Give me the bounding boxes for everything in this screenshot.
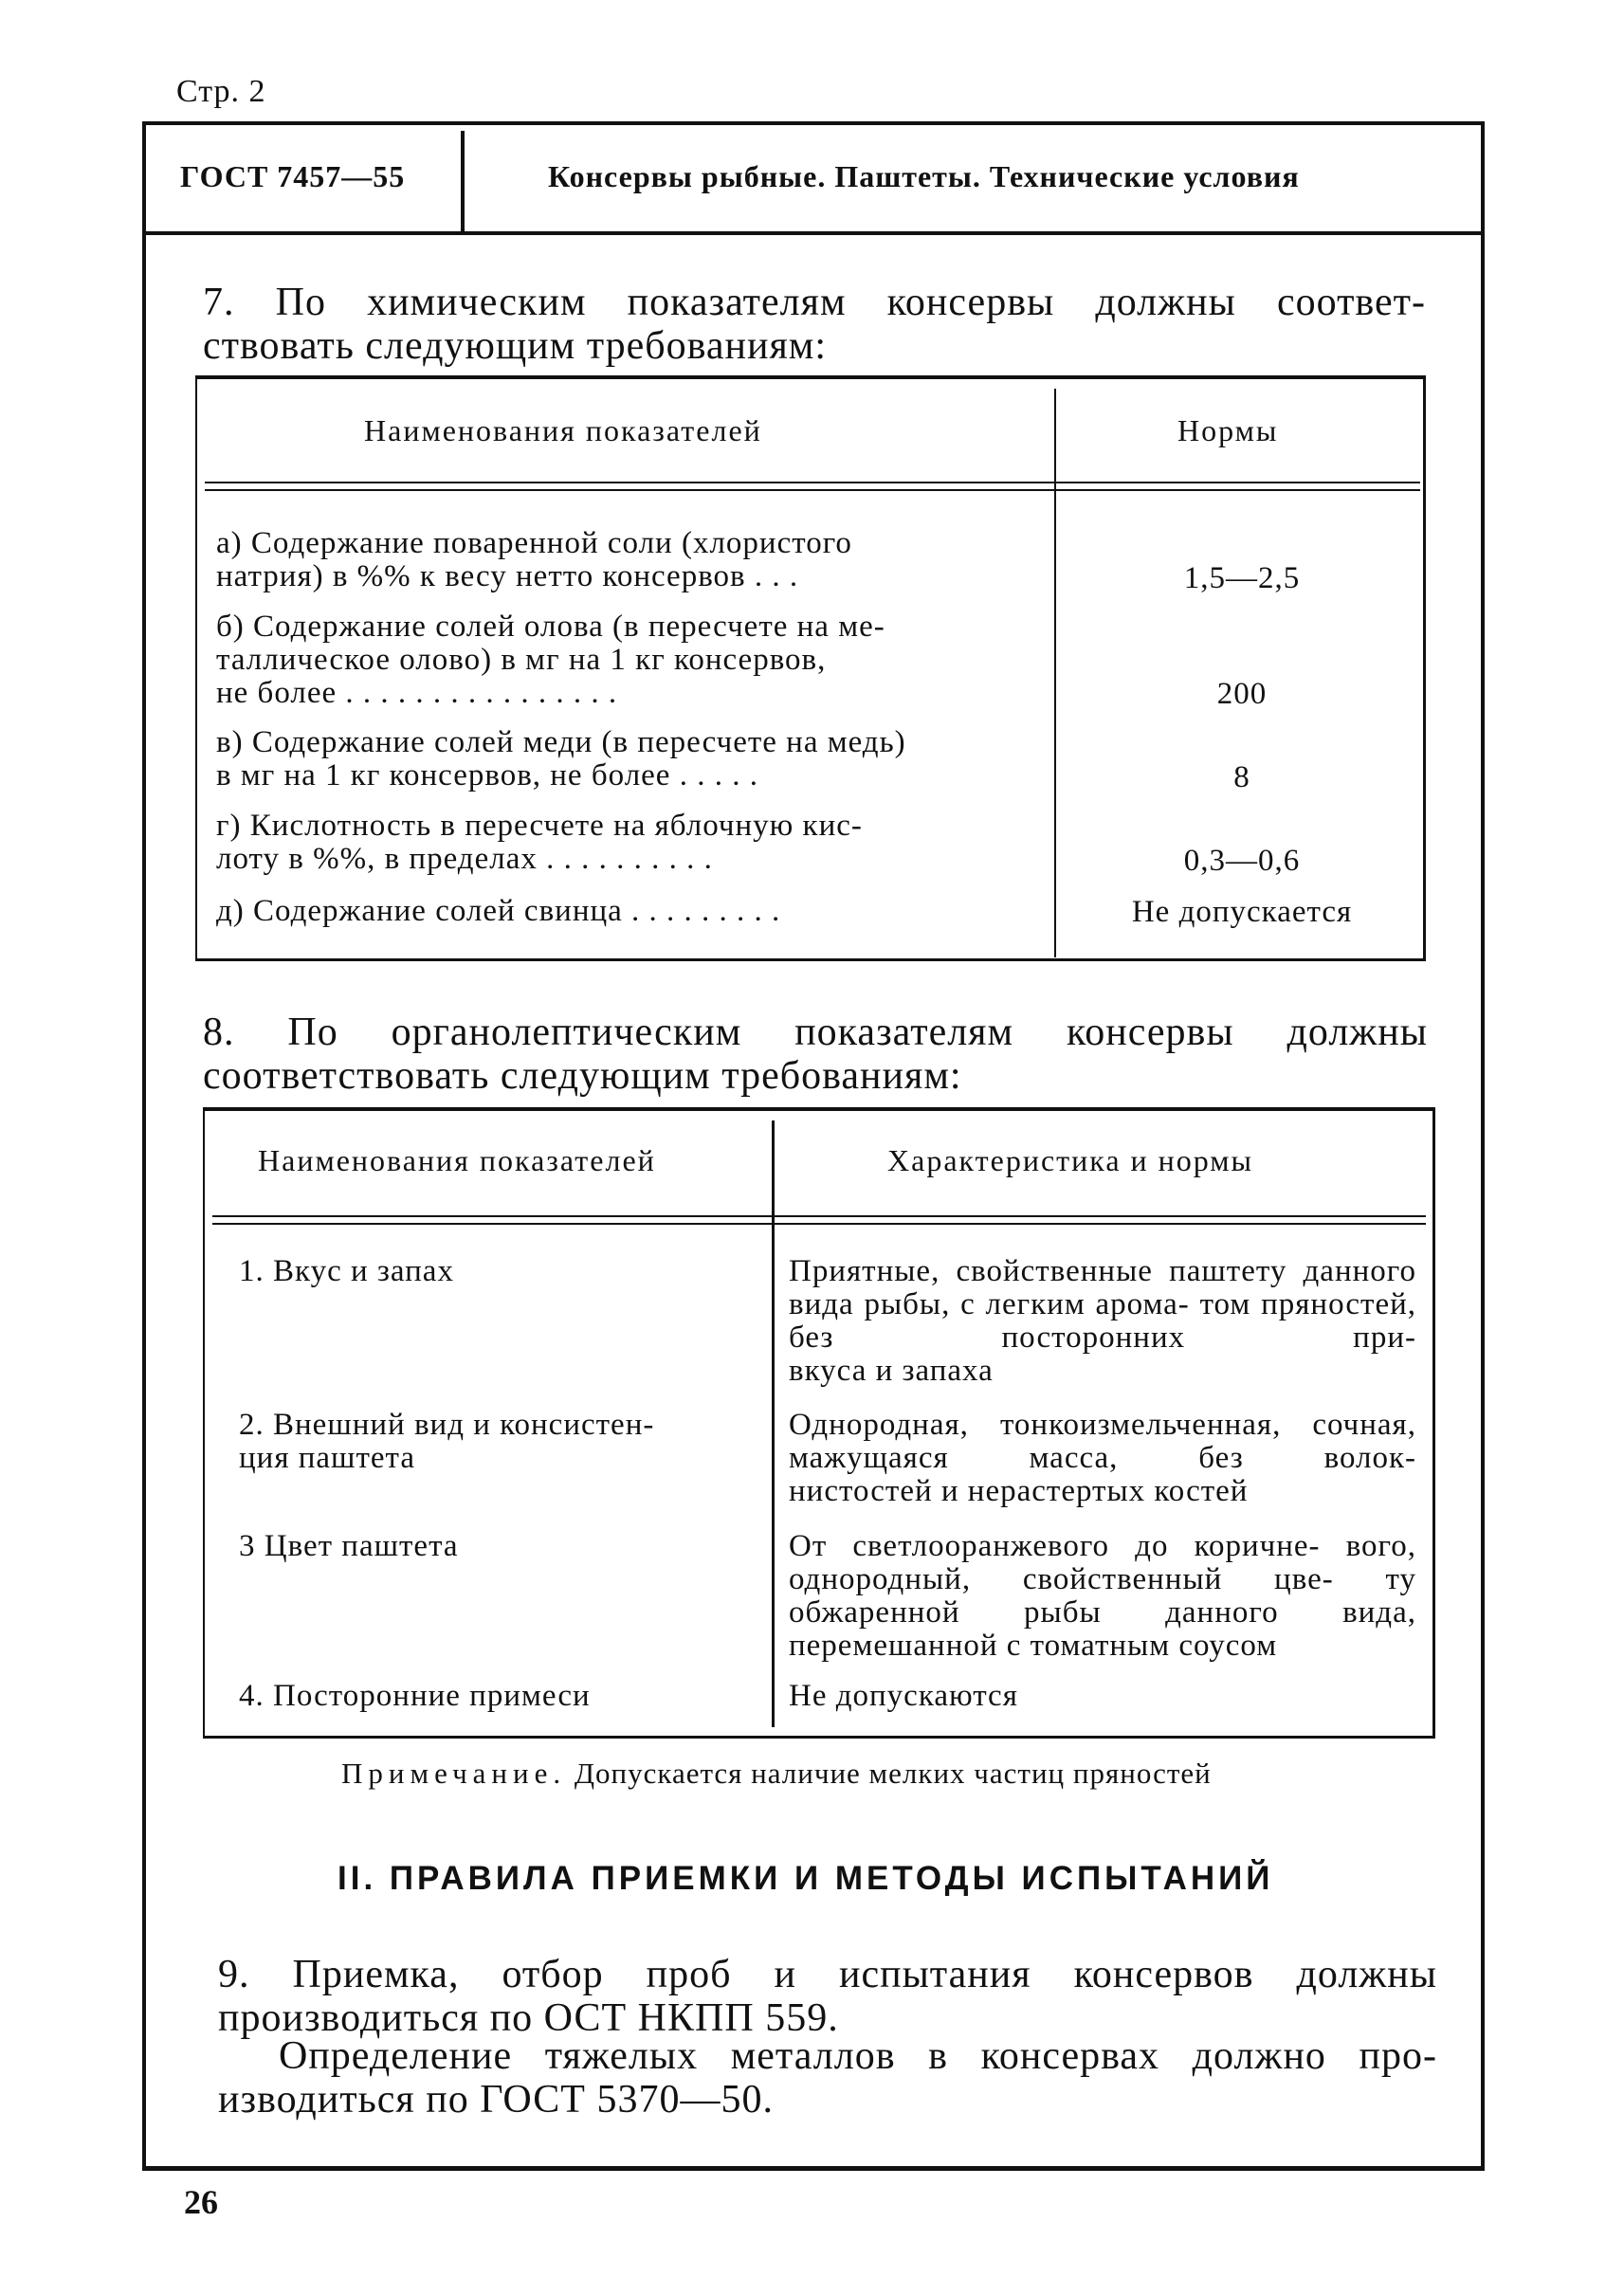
column-divider: [1054, 389, 1056, 957]
column-header-characteristics: Характеристика и нормы: [887, 1143, 1254, 1177]
paragraph-8-line-1: 8. По органолептическим показателям консервы должны: [203, 1011, 1428, 1054]
paragraph-7-line-2: ствовать следующим требованиям:: [203, 324, 828, 368]
header-double-rule: [212, 1215, 1426, 1225]
indicator-name: 2. Внешний вид и консистен- ция паштета: [239, 1408, 655, 1475]
paragraph-10-line-1: Определение тяжелых металлов в консервах должно про-: [279, 2034, 1437, 2078]
indicator-name: 3 Цвет паштета: [239, 1529, 459, 1563]
header-double-rule: [205, 482, 1420, 491]
table-row: б) Содержание солей олова (в пересчете на ме- таллическое олово) в мг на 1 кг консервов, не более . . . . . . . . . . . . . . . .: [216, 610, 885, 710]
norm-value: Не допускается: [1131, 895, 1353, 929]
section-heading: II. ПРАВИЛА ПРИЕМКИ И МЕТОДЫ ИСПЫТАНИЙ: [338, 1860, 1274, 1897]
indicator-characteristic: Не допускаются: [789, 1679, 1018, 1713]
page-number: 26: [184, 2183, 218, 2221]
note-text: Допускается наличие мелких частиц пряностей: [574, 1757, 1212, 1790]
paragraph-9-line-1: 9. Приемка, отбор проб и испытания консервов должны: [218, 1953, 1437, 1996]
standard-code: ГОСТ 7457—55: [180, 159, 406, 193]
paragraph-8: [203, 1011, 1428, 1098]
norm-value: 0,3—0,6: [1183, 844, 1301, 878]
paragraph-10-line-2: изводиться по ГОСТ 5370—50.: [218, 2078, 774, 2122]
indicator-characteristic: Однородная, тонкоизмельченная, сочная, мажущаяся масса, без волок- нистостей и нерастертых костей: [789, 1408, 1416, 1508]
paragraph-8-line-2: соответствовать следующим требованиям:: [203, 1054, 962, 1098]
organoleptic-table: [203, 1107, 1435, 1739]
paragraph-9: [218, 1953, 1437, 2040]
indicator-characteristic: Приятные, свойственные паштету данного вида рыбы, с легким арома- том пряностей, без посторонних при- вкуса и запаха: [789, 1254, 1417, 1388]
column-header-indicators: Наименования показателей: [364, 413, 762, 447]
column-divider: [772, 1120, 775, 1727]
indicator-name: 1. Вкус и запах: [239, 1254, 454, 1288]
norm-value: 8: [1233, 760, 1250, 794]
paragraph-7-line-1: 7. По химическим показателям консервы должны соответ-: [203, 281, 1426, 324]
page-label: Стр. 2: [176, 74, 266, 109]
table-row: д) Содержание солей свинца . . . . . . . . .: [216, 894, 781, 928]
chemical-table: [195, 375, 1426, 961]
table-row: г) Кислотность в пересчете на яблочную кис- лоту в %%, в пределах . . . . . . . . . .: [216, 809, 863, 876]
column-header-norms: Нормы: [1177, 413, 1279, 447]
standard-title: Консервы рыбные. Паштеты. Технические условия: [548, 159, 1300, 193]
paragraph-9-line-2: производиться по ОСТ НКПП 559.: [218, 1996, 839, 2040]
paragraph-7: [203, 281, 1426, 368]
norm-value: 1,5—2,5: [1183, 561, 1301, 595]
note-label: Примечание.: [341, 1757, 567, 1790]
table-row: в) Содержание солей меди (в пересчете на медь) в мг на 1 кг консервов, не более . . . . .: [216, 725, 906, 792]
header-divider: [461, 131, 465, 233]
bottom-rule: [142, 2166, 1485, 2171]
header-rule: [142, 231, 1485, 235]
norm-value: 200: [1216, 677, 1268, 711]
indicator-name: 4. Посторонние примеси: [239, 1679, 591, 1713]
table-row: а) Содержание поваренной соли (хлористого натрия) в %% к весу нетто консервов . . .: [216, 526, 852, 593]
column-header-indicators: Наименования показателей: [258, 1143, 656, 1177]
paragraph-10: [218, 2034, 1437, 2122]
table-note: [341, 1757, 1212, 1791]
indicator-characteristic: От светлооранжевого до коричне- вого, однородный, свойственный цве- ту обжаренной рыбы данного вида, перемешанной с томатным соусом: [789, 1529, 1417, 1663]
